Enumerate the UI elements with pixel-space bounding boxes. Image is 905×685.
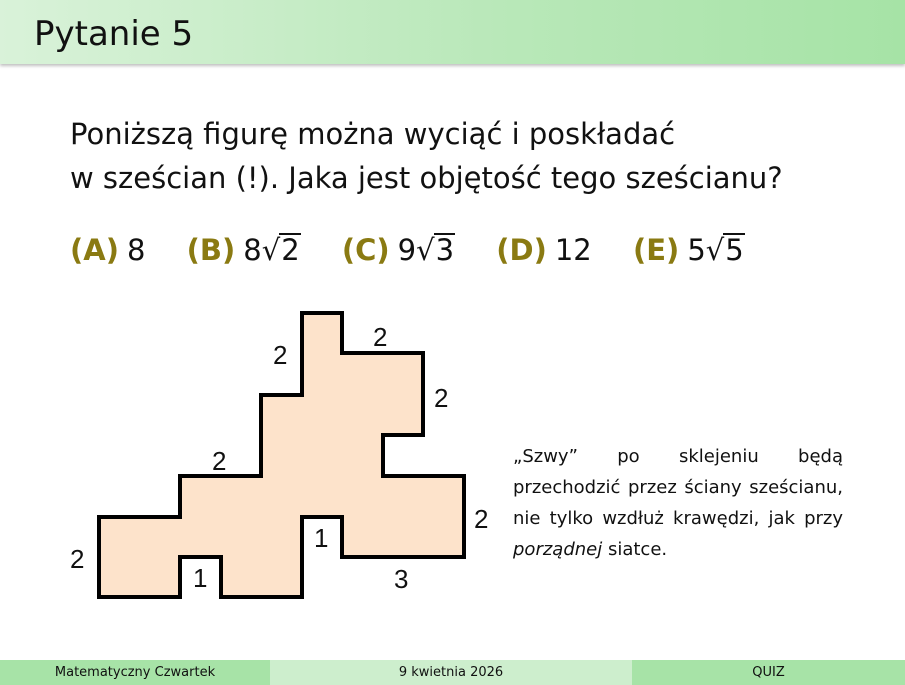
answer-letter: (E) (632, 233, 680, 267)
edge-label: 1 (314, 523, 329, 553)
footer-right: QUIZ (632, 660, 905, 685)
slide-title: Pytanie 5 (34, 14, 194, 54)
note-emphasis: porządnej (513, 539, 603, 560)
note-text (513, 441, 843, 565)
edge-label: 2 (474, 504, 489, 534)
answer-value: 12 (554, 233, 592, 267)
answer-value: 8 (243, 233, 262, 267)
footer (0, 660, 905, 685)
edge-label: 2 (373, 322, 388, 352)
answer-letter: (D) (496, 233, 547, 267)
note-part-2: siatce. (602, 539, 668, 560)
answer-value: 8 (126, 233, 146, 267)
answer-value: 5 (687, 233, 706, 267)
note-part-1: „Szwy” po sklejeniu będą przechodzić przez ściany sześcianu, nie tylko wzdłuż krawędzi, jak przy (513, 446, 843, 529)
answer-letter: (C) (341, 233, 390, 267)
sqrt-icon: √ (416, 233, 435, 267)
edge-label: 1 (193, 563, 208, 593)
edge-label: 2 (273, 340, 288, 370)
answer-letter: (B) (186, 233, 236, 267)
edge-label: 2 (70, 544, 85, 574)
footer-center: 9 kwietnia 2026 (270, 660, 632, 685)
edge-label: 2 (212, 446, 227, 476)
edge-label: 3 (394, 564, 409, 594)
footer-left: Matematyczny Czwartek (0, 660, 270, 685)
question-line-2: w sześcian (!). Jaka jest objętość tego sześcianu? (70, 161, 783, 195)
answer-radicand: 3 (435, 233, 455, 267)
answer-letter: (A) (70, 233, 119, 267)
sqrt-icon: √ (261, 233, 281, 267)
answer-radicand: 2 (281, 233, 300, 267)
answer-value: 9 (397, 233, 417, 267)
sqrt-icon: √ (705, 233, 725, 267)
answer-radicand: 5 (725, 233, 744, 267)
question-line-1: Poniższą figurę można wyciąć i poskładać (70, 117, 676, 151)
edge-label: 2 (434, 383, 449, 413)
